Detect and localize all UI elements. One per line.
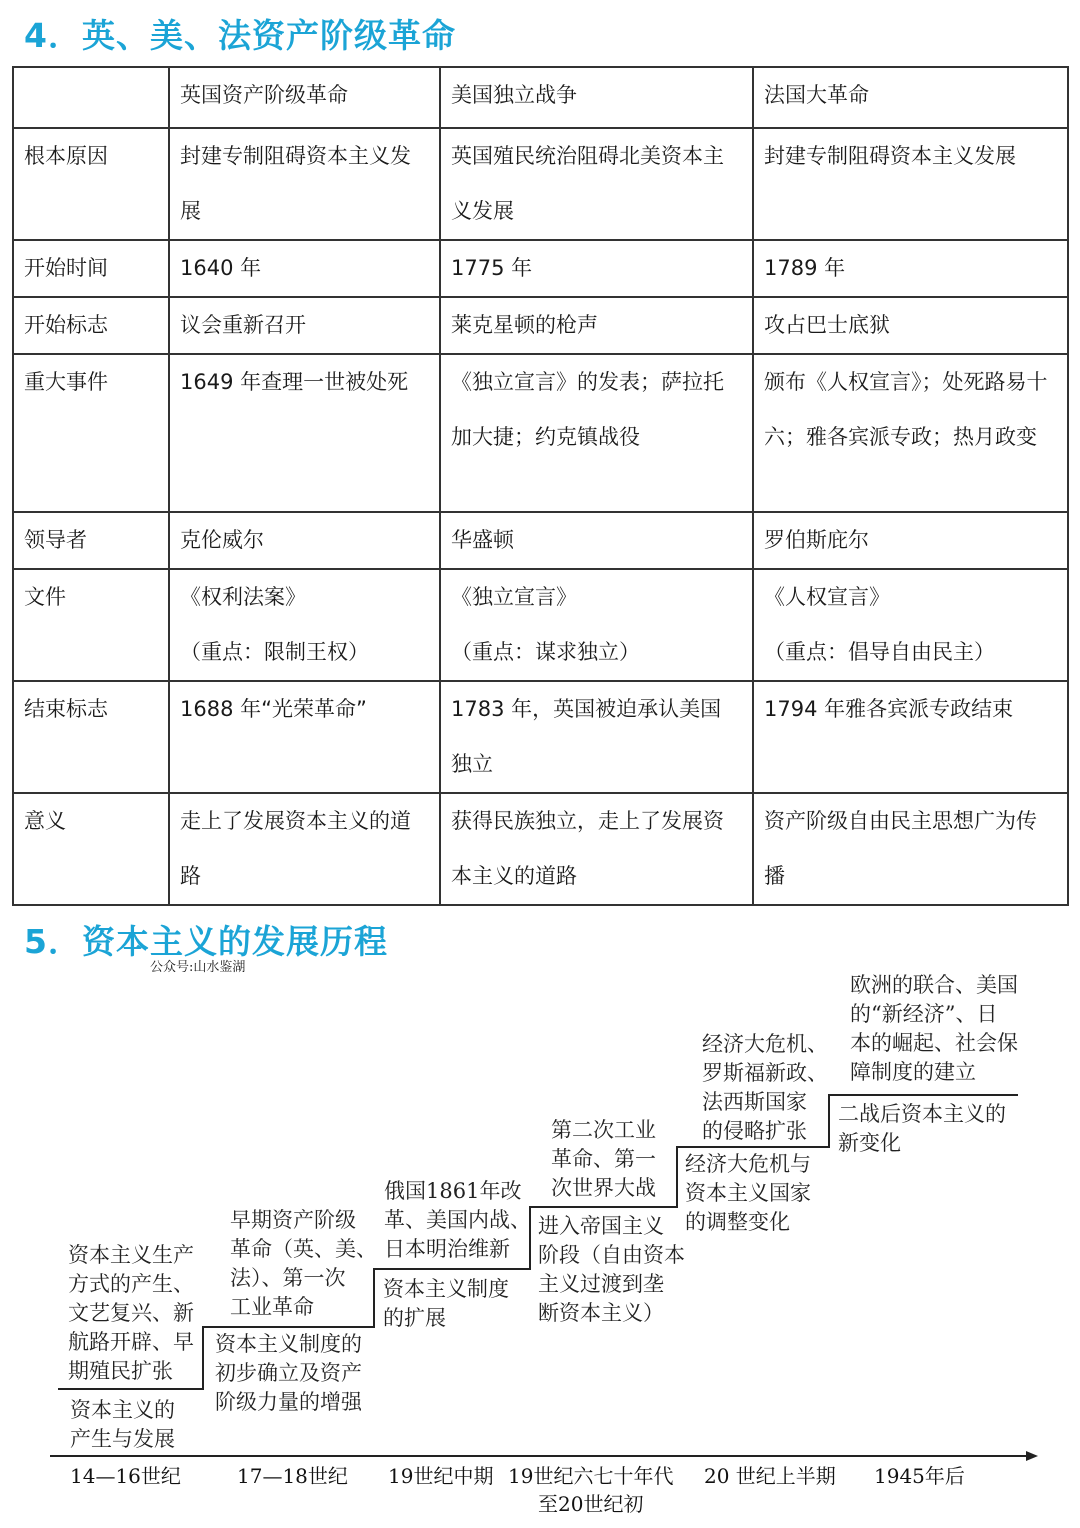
cell-america: 华盛顿 <box>440 512 753 569</box>
stage-1-era: 14—16世纪 <box>70 1464 181 1488</box>
stage-3-theme: 资本主义制度 的扩展 <box>383 1277 509 1330</box>
stair-step-5 <box>676 1146 830 1148</box>
cell-france: 资产阶级自由民主思想广为传播 <box>753 793 1068 905</box>
row-start-sign <box>13 297 1068 354</box>
stage-3-era: 19世纪中期 <box>388 1464 494 1488</box>
header-corner-cell <box>13 67 169 128</box>
cell-america: 《独立宣言》的发表；萨拉托加大捷；约克镇战役 <box>440 354 753 512</box>
row-label: 领导者 <box>13 512 169 569</box>
cell-america: 《独立宣言》 （重点：谋求独立） <box>440 569 753 681</box>
cell-france: 封建专制阻碍资本主义发展 <box>753 128 1068 240</box>
cell-england: 克伦威尔 <box>169 512 440 569</box>
cell-england: 1649 年查理一世被处死 <box>169 354 440 512</box>
header-america: 美国独立战争 <box>440 67 753 128</box>
stage-4-era: 19世纪六七十年代 至20世纪初 <box>508 1464 674 1516</box>
row-document <box>13 569 1068 681</box>
cell-england: 封建专制阻碍资本主义发展 <box>169 128 440 240</box>
row-significance <box>13 793 1068 905</box>
cell-america: 1783 年，英国被迫承认美国独立 <box>440 681 753 793</box>
stair-step-1 <box>58 1388 204 1390</box>
cell-france: 1789 年 <box>753 240 1068 297</box>
stage-5-era: 20 世纪上半期 <box>704 1464 836 1488</box>
cell-america: 获得民族独立，走上了发展资本主义的道路 <box>440 793 753 905</box>
stage-2-theme: 资本主义制度的 初步确立及资产 阶级力量的增强 <box>215 1332 362 1414</box>
cell-france: 罗伯斯庇尔 <box>753 512 1068 569</box>
row-end-sign <box>13 681 1068 793</box>
cell-america: 莱克星顿的枪声 <box>440 297 753 354</box>
arrow-right-icon <box>1026 1451 1038 1461</box>
stair-step-6 <box>828 1094 1018 1096</box>
stair-riser-1 <box>202 1326 204 1390</box>
row-label: 根本原因 <box>13 128 169 240</box>
stair-step-4 <box>529 1206 678 1208</box>
cell-france: 1794 年雅各宾派专政结束 <box>753 681 1068 793</box>
stage-6-era: 1945年后 <box>874 1464 965 1488</box>
stair-riser-5 <box>828 1094 830 1148</box>
stage-6-theme: 二战后资本主义的 新变化 <box>838 1102 1006 1155</box>
stage-2-era: 17—18世纪 <box>237 1464 348 1488</box>
stage-1-theme: 资本主义的 产生与发展 <box>70 1398 175 1451</box>
stair-step-2 <box>202 1326 375 1328</box>
header-france: 法国大革命 <box>753 67 1068 128</box>
header-england: 英国资产阶级革命 <box>169 67 440 128</box>
row-major-events <box>13 354 1068 512</box>
cell-england: 1688 年“光荣革命” <box>169 681 440 793</box>
row-start-time <box>13 240 1068 297</box>
cell-france: 攻占巴士底狱 <box>753 297 1068 354</box>
section-5-title: 5．资本主义的发展历程 <box>24 922 388 961</box>
stage-4-events: 第二次工业 革命、第一 次世界大战 <box>551 1118 656 1200</box>
stage-4-theme: 进入帝国主义 阶段（自由资本 主义过渡到垄 断资本主义） <box>538 1214 685 1325</box>
row-leader <box>13 512 1068 569</box>
cell-france: 颁布《人权宣言》；处死路易十六；雅各宾派专政；热月政变 <box>753 354 1068 512</box>
cell-england: 《权利法案》 （重点：限制王权） <box>169 569 440 681</box>
watermark-text: 公众号:山水鉴湖 <box>150 960 246 975</box>
row-root-cause <box>13 128 1068 240</box>
stair-step-3 <box>373 1268 531 1270</box>
cell-england: 走上了发展资本主义的道路 <box>169 793 440 905</box>
stage-3-events: 俄国1861年改 革、美国内战、 日本明治维新 <box>384 1179 531 1261</box>
section-4-title: 4．英、美、法资产阶级革命 <box>24 16 456 55</box>
cell-england: 议会重新召开 <box>169 297 440 354</box>
cell-england: 1640 年 <box>169 240 440 297</box>
cell-france: 《人权宣言》 （重点：倡导自由民主） <box>753 569 1068 681</box>
row-label: 重大事件 <box>13 354 169 512</box>
row-label: 意义 <box>13 793 169 905</box>
stage-2-events: 早期资产阶级 革命（英、美、 法）、第一次 工业革命 <box>230 1208 377 1319</box>
row-label: 结束标志 <box>13 681 169 793</box>
cell-america: 1775 年 <box>440 240 753 297</box>
row-label: 文件 <box>13 569 169 681</box>
stage-6-events: 欧洲的联合、美国 的“新经济”、日 本的崛起、社会保 障制度的建立 <box>850 973 1018 1084</box>
cell-america: 英国殖民统治阻碍北美资本主义发展 <box>440 128 753 240</box>
stage-1-events: 资本主义生产 方式的产生、 文艺复兴、新 航路开辟、早 期殖民扩张 <box>68 1243 194 1383</box>
row-label: 开始时间 <box>13 240 169 297</box>
stage-5-theme: 经济大危机与 资本主义国家 的调整变化 <box>685 1152 811 1234</box>
revolution-comparison-table <box>12 66 1069 906</box>
table-header-row <box>13 67 1068 128</box>
row-label: 开始标志 <box>13 297 169 354</box>
stair-riser-4 <box>676 1146 678 1208</box>
stage-5-events: 经济大危机、 罗斯福新政、 法西斯国家 的侵略扩张 <box>702 1032 828 1143</box>
